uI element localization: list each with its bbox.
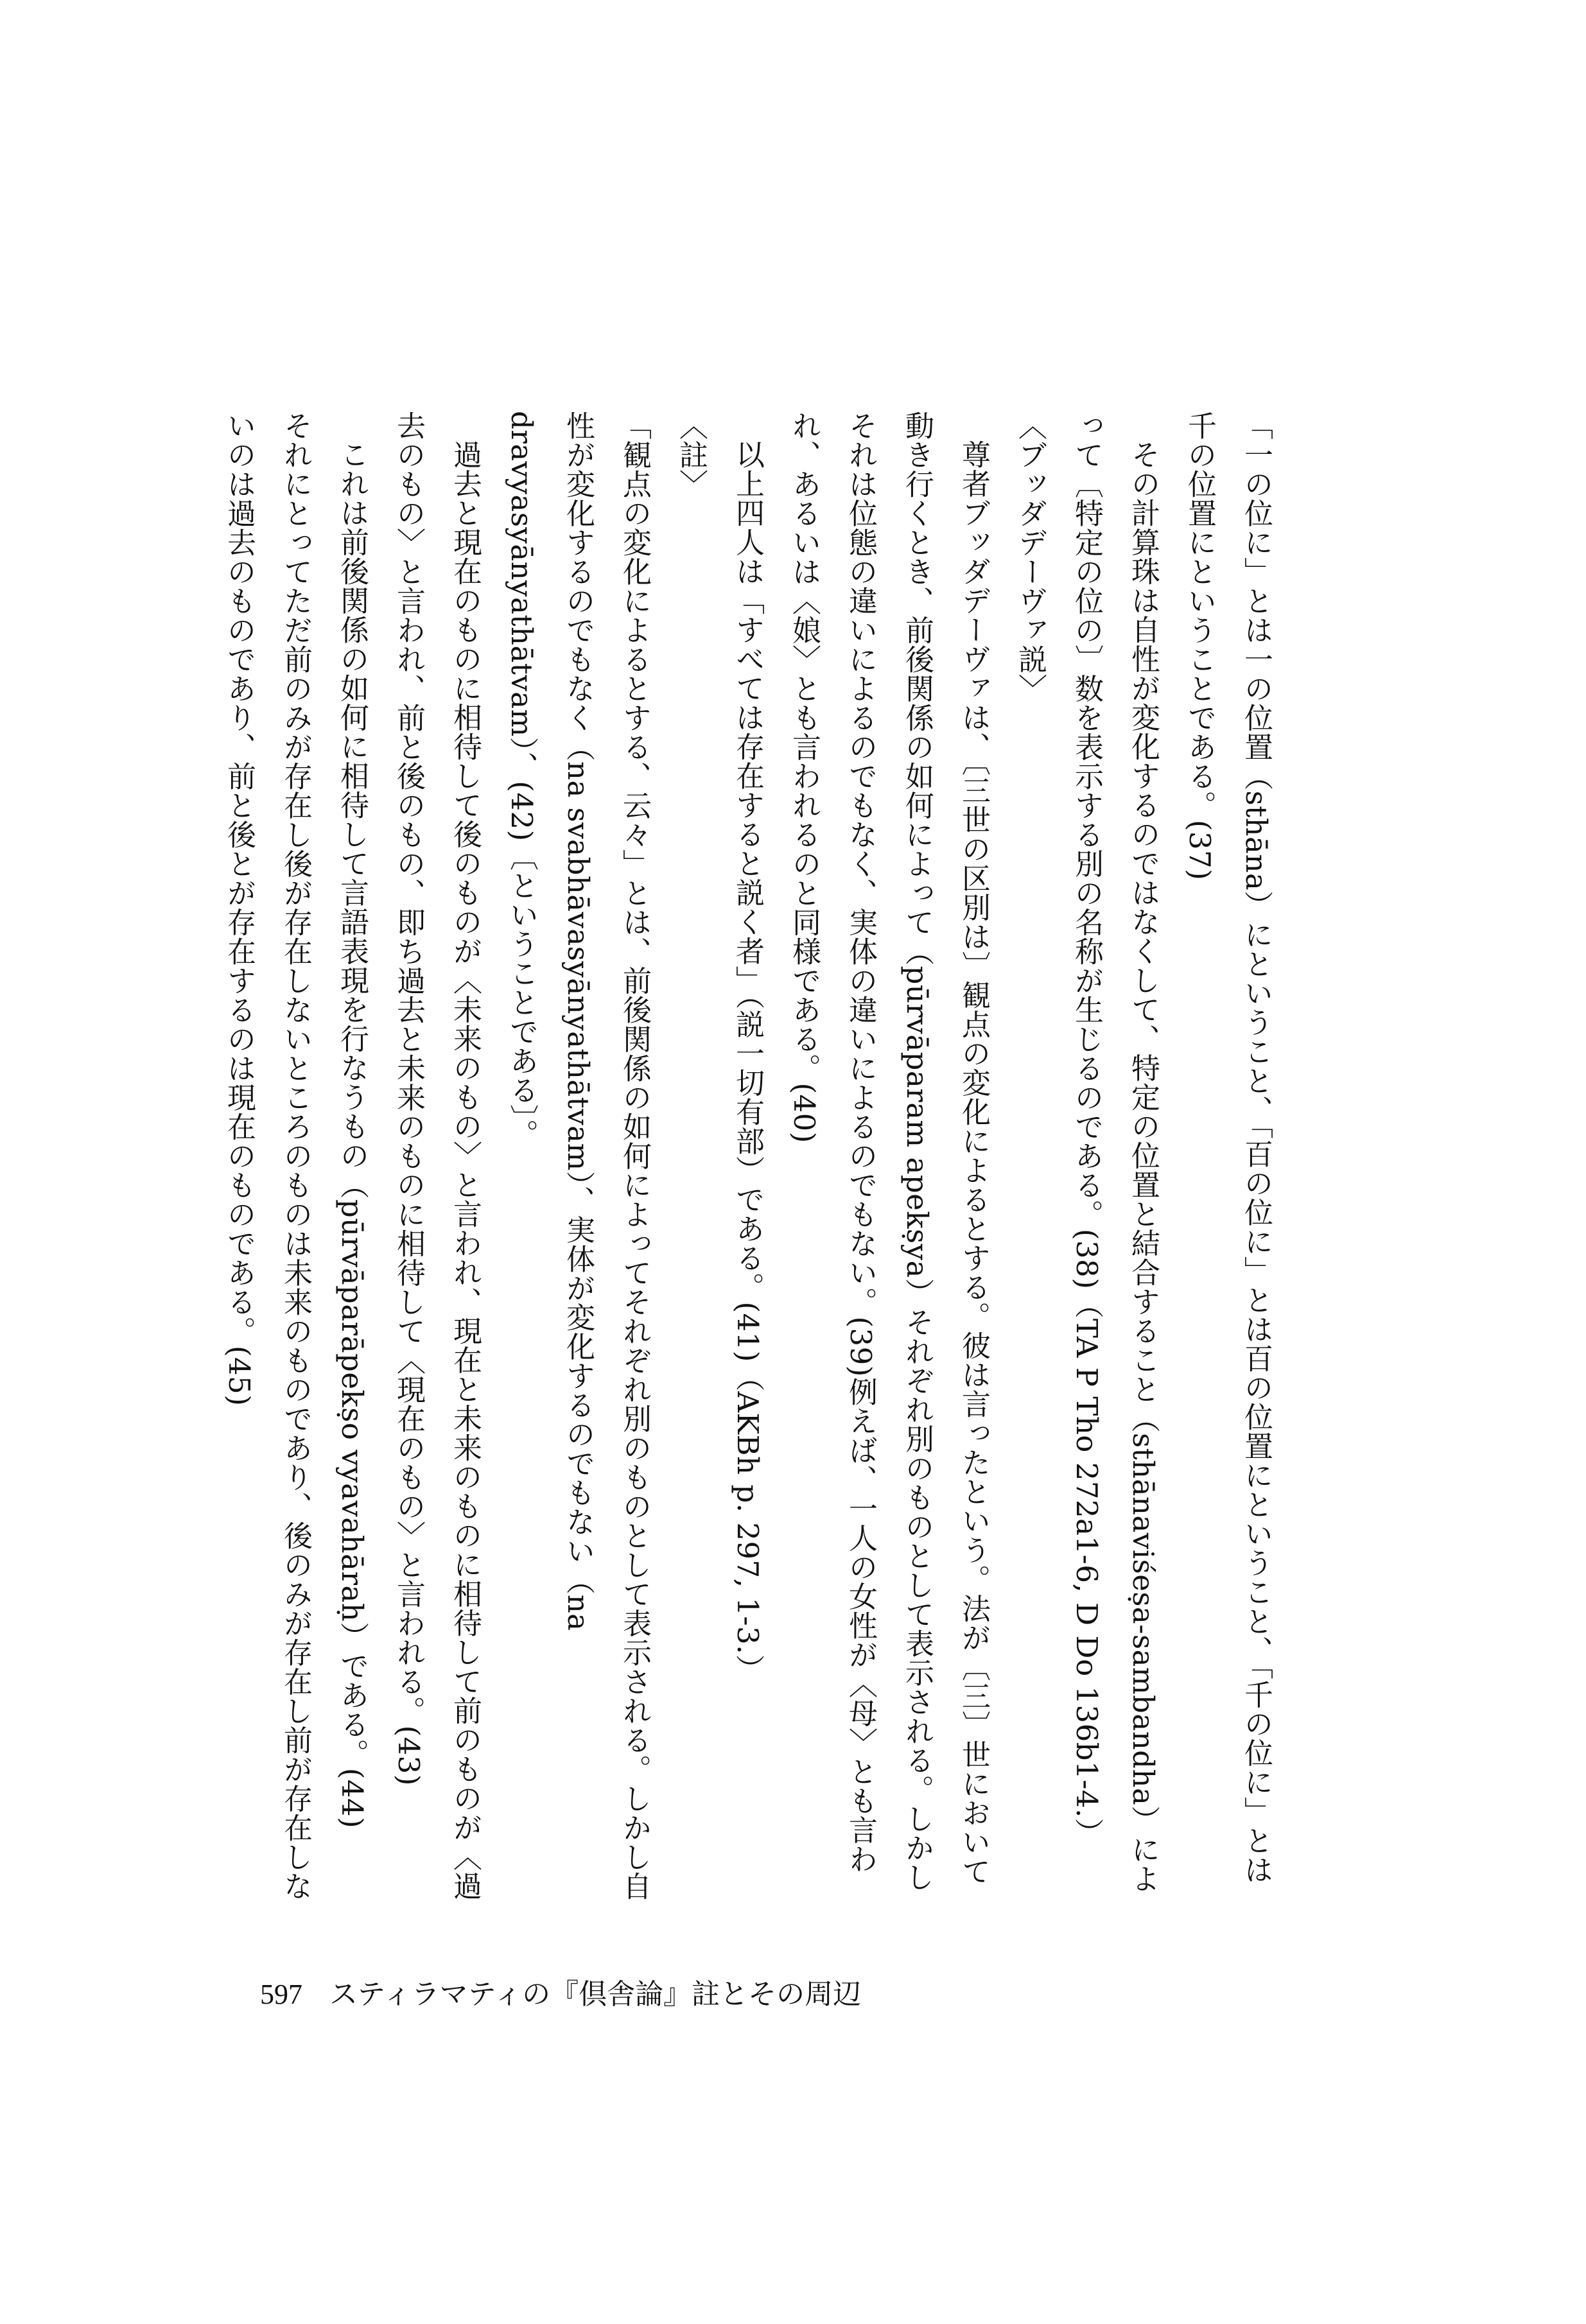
paragraph-place-value: 「一の位に」とは一の位置（sthāna）にということ、「百の位に」とは百の位置にということ、「千の位に」とは千の位置にということである。(37) (1183, 411, 1273, 1884)
paragraph-buddhadeva-view: 尊者ブッダデーヴァは、〔三世の区別は〕観点の変化によるとする。彼は言ったという。法が〔三〕世において動き行くとき、前後関係の如何によって（pūrvāparam apekṣya）それぞれ別のものとして表示される。しかしそれは位態の違いによるのでもなく、実体の違いによるのでもない。(39)例えば、一人の女性が〈母〉とも言われ、あるいは〈娘〉とも言われるのと同様である。(40) (787, 411, 991, 1892)
page-number: 597 (260, 1979, 302, 2010)
paragraph-counting-bead: その計算珠は自性が変化するのではなくして、特定の位置と結合すること（sthānaviśeṣa-sambandha）によって〔特定の位の〕数を表示する別の名称が生じるのである。(38)（TA P Tho 272a1-6, D Do 136b1-4.） (1070, 411, 1160, 1893)
page-footer (260, 1971, 861, 2012)
section-heading-commentary: 〈註〉 (674, 411, 708, 499)
paragraph-relative-expression: これは前後関係の如何に相待して言語表現を行なうもの（pūrvāparāpekṣo vyavahāraḥ）である。(44) (335, 440, 369, 1829)
vertical-text-body (222, 411, 1284, 1913)
paragraph-four-masters: 以上四人は「すべては存在すると説く者」（説一切有部）である。(41)（AKBh p. 297, 1-3.） (731, 440, 765, 1684)
section-heading-buddhadeva: 〈ブッダデーヴァ説〉 (1013, 411, 1047, 703)
paragraph-past-present-future: 過去と現在のものに相待して後のものが〈未来のもの〉と言われ、現在と未来のものに相待して前のものが〈過去のもの〉と言われ、前と後のもの、即ち過去と未来のものに相待して〈現在のもの〉と言われる。(43) (392, 411, 482, 1900)
running-title: スティラマティの『倶舎論』註とその周辺 (329, 1978, 862, 2011)
paragraph-commentary-viewpoint: 「観点の変化によるとする、云々」とは、前後関係の如何によってそれぞれ別のものとして表示される。しかし自性が変化するのでもなく（na svabhāvasyānyathātvam）、実体が変化するのでもない（na dravyasyānyathātvam）、(42)〔ということである〕。 (505, 411, 652, 1901)
paragraph-before-after: それにとってただ前のみが存在し後が存在しないところのものは未来のものであり、後のみが存在し前が存在しないのは過去のものであり、前と後とが存在するのは現在のものである。(45) (222, 411, 313, 1901)
